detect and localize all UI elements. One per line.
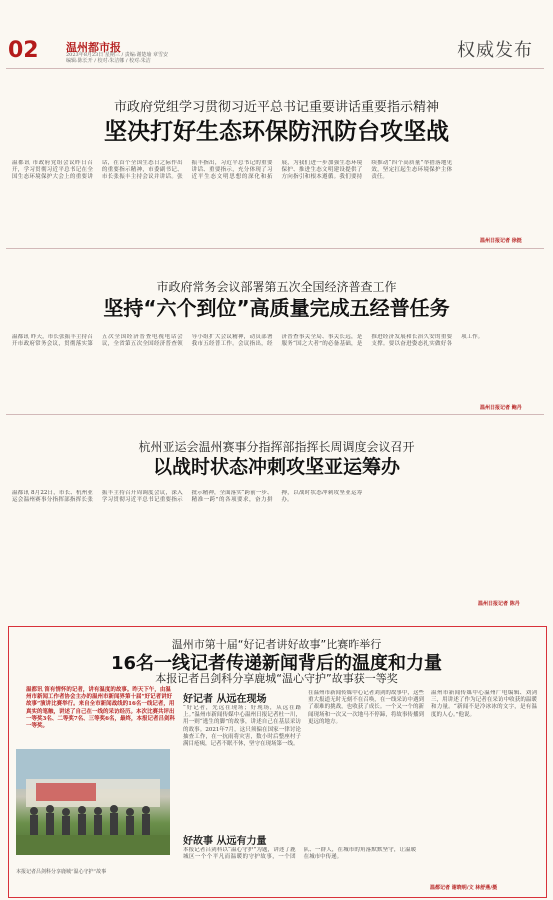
article4-body-d: 本报记者吕剑科以“温心守护”为题，讲述了鹿城区一个个平凡而温暖的守护故事，一个团队、一群人，在城市的角落默默坚守，让温暖在城市中传递。 <box>183 847 417 861</box>
article2-kicker: 市政府常务会议部署第五次全国经济普查工作 <box>156 280 397 294</box>
event-photo <box>16 749 170 855</box>
article1-credit: 温州日报记者 徐挺 <box>480 238 522 244</box>
article3-credit: 温州日报记者 陈丹 <box>478 601 520 607</box>
page-number: 02 <box>8 38 39 63</box>
article2-divider <box>6 414 544 415</box>
article1-kicker: 市政府党组学习贯彻习近平总书记重要讲话重要指示精神 <box>113 100 439 115</box>
article4-body-b: 在温州市新闻传媒中心记者刘剑的故事中，这些重大报道无时无刻不在召唤，在一线采访中遇到了艰难的挑战，也收获了成长。一个又一个的新闻现场和一次又一次地马不停蹄，将故事传播到更远的地方。 <box>308 690 424 725</box>
article4-body-c: 温州市新闻传媒中心温州广电编辑、刘剑三，用讲述了作为记者在采访中收获的温暖和力量。“新闻不是冷冰冰的文字，是有温度的人心。”他说。 <box>431 690 537 718</box>
article1-divider <box>6 248 544 249</box>
meta-line-2: 编辑:陈长开 / 校对:朱洁娜 / 校对:朱洁 <box>66 58 151 64</box>
article1-body: 温都讯 市政府党组会议昨日召开，学习贯彻习近平总书记在全国生态环境保护大会上的重要讲话，在首个全国生态日之际作出的重要指示精神，市委副书记、市长张振丰主持会议并讲话。张振丰指出，习近平总书记的重要讲话、重要指示，充分体现了习近平生态文明思想的深化和拓展，为我们进一步加强生态环境保护、推进生态文明建设提供了方向指引和根本遵循。我们要持续推动“四个高质量”举措落地见效，坚定扛起生态环境保护主体责任。 <box>12 160 453 181</box>
article2-credit: 温州日报记者 鲍丹 <box>480 405 522 411</box>
article3-headline: 以战时状态冲刺攻坚亚运筹办 <box>152 456 400 478</box>
event-photo-illustration <box>16 749 170 855</box>
article2-body: 温都讯 昨天，市长张振丰主持召开市政府常务会议，贯彻落实第五次全国经济普查电视电话会议，全省第五次全国经济普查领导小组扩大会议精神，动员部署我市五经普工作。会议指出，经济普查事关全局、事关长远，是服务“国之大者”的必备基础，是推进经济发展和长治久安的重要支撑。要以奋进姿态扎实做好各项工作。 <box>12 334 484 348</box>
article4-subtitle-1: 好记者 从远在现场 <box>183 694 267 705</box>
article3-kicker: 杭州亚运会温州赛事分指挥部指挥长周调度会议召开 <box>138 440 415 454</box>
paper-name: 温州都市报 <box>66 41 121 54</box>
article4-summary: 温都讯 笛有情怀的记者，讲有温度的故事。昨天下午，由温州市新闻工作者协会主办的温州市新闻界第十届“好记者讲好故事”演讲比赛举行。来自全市新闻战线的16名一线记者，用真实的笔触，讲述了自己在一线的采访经历。本次比赛共评出一等奖3名、二等奖7名、三等奖6名，最终，本报记者吕剑科一等奖。 <box>26 687 175 730</box>
article4-subtitle-2: 好故事 从远有力量 <box>183 836 267 847</box>
meta-line-1: 2023年8月23日 星期三 / 责编:谢楚瑜 章雪安 <box>66 52 168 58</box>
page-meta <box>66 52 186 64</box>
article4-credit: 温都记者 谢晓明/文 林舒燕/摄 <box>430 885 498 891</box>
article3-body: 温都讯 8月22日，市长、杭州亚运会温州赛事分指挥部指挥长张振丰主持召开周调度会议，深入学习贯彻习近平总书记重要指示批示精神，全面落实“跨前一步、精准一跨”的各项要求，奋力拼搏，以战时状态冲刺攻坚亚运筹办。 <box>12 490 363 504</box>
article1-headline: 坚决打好生态环保防汛防台攻坚战 <box>104 119 449 145</box>
article4-body-a: “好记者，先远在现场；好现场，从远在路上。”温州市新闻传媒中心温州日报记者杜一川，用一则“逃生的脚”的故事，讲述自己在基层采访的故事。2021年7月，这只须偏在国家一律讨论抽查工作，在一抗雨将灾害，数小时后整座村子满目疮痍，记者不眠不休，坚守在现场第一线。 <box>183 705 301 748</box>
article2-headline: 坚持“六个到位”高质量完成五经普任务 <box>103 296 450 320</box>
article4-subhead: 本报记者吕剑科分享鹿城“温心守护”故事获一等奖 <box>155 672 398 685</box>
page-header <box>0 0 553 70</box>
header-divider <box>6 68 544 69</box>
section-title: 权威发布 <box>457 40 533 61</box>
article4-headline: 16名一线记者传递新闻背后的温度和力量 <box>110 653 443 674</box>
photo-caption: 本报记者吕剑科分享鹿城“温心守护”故事 <box>16 869 107 875</box>
article4-kicker: 温州市第十届“好记者讲好故事”比赛昨举行 <box>171 638 382 651</box>
